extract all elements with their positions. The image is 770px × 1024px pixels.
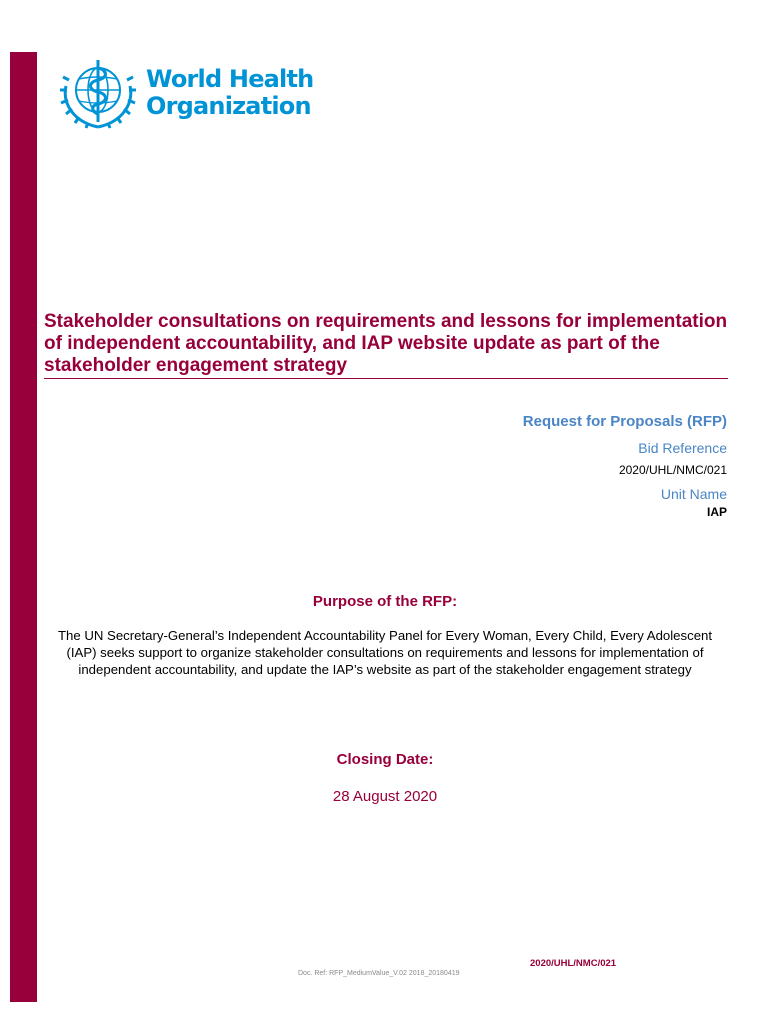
closing-date-heading: Closing Date: bbox=[336, 751, 434, 768]
footer-doc-reference: Doc. Ref: RFP_MediumValue_V.02 2018_20180419 bbox=[298, 970, 460, 977]
logo-line-1: World Health bbox=[146, 65, 314, 93]
bid-reference-value: 2020/UHL/NMC/021 bbox=[618, 463, 727, 477]
unit-name-value: IAP bbox=[706, 505, 727, 519]
unit-name-label: Unit Name bbox=[660, 486, 727, 502]
document-title: Stakeholder consultations on requirements and lessons for implementation of independent accountability, and IAP website update as part of the stakeholder engagement strategy bbox=[44, 311, 728, 379]
purpose-text: The UN Secretary-General’s Independent Accountability Panel for Every Woman, Every Child, Every Adolescent (IAP) seeks support to organize stakeholder consultations on requirements and lessons for implementation of independent accountability, and update the IAP’s website as part of the stakeholder engagement strategy bbox=[57, 628, 713, 677]
who-logo bbox=[56, 56, 313, 130]
decorative-side-bar bbox=[10, 52, 37, 1002]
logo-line-2: Organization bbox=[146, 92, 311, 120]
closing-date-value: 28 August 2020 bbox=[332, 788, 438, 805]
who-emblem-icon bbox=[56, 56, 140, 130]
footer-bid-reference: 2020/UHL/NMC/021 bbox=[530, 958, 617, 969]
rfp-heading: Request for Proposals (RFP) bbox=[522, 413, 727, 430]
who-logo-text bbox=[146, 66, 313, 120]
purpose-heading: Purpose of the RFP: bbox=[312, 593, 458, 610]
bid-reference-label: Bid Reference bbox=[638, 440, 727, 456]
rfp-info-block bbox=[523, 412, 727, 520]
